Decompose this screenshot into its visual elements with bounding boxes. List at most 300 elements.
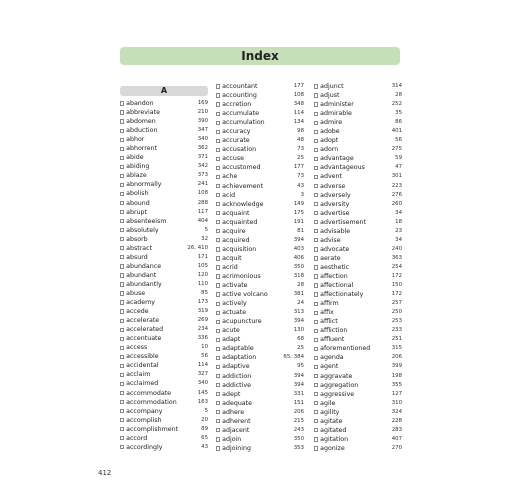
index-term: affirm <box>320 300 339 308</box>
checkbox-icon[interactable] <box>216 265 220 269</box>
page-reference: 283 <box>391 426 402 433</box>
checkbox-icon[interactable] <box>314 392 318 396</box>
index-term: abduction <box>126 127 158 135</box>
checkbox-icon[interactable] <box>120 427 124 431</box>
index-term: accentuate <box>126 335 162 343</box>
index-entry <box>216 100 304 109</box>
page-reference: 191 <box>293 218 304 225</box>
page-reference: 327 <box>197 371 208 378</box>
page-reference: 34 <box>395 209 402 216</box>
checkbox-icon[interactable] <box>314 383 318 387</box>
index-entry <box>216 362 304 371</box>
page-reference: 234 <box>197 326 208 333</box>
checkbox-icon[interactable] <box>314 102 318 106</box>
checkbox-icon[interactable] <box>120 328 124 332</box>
checkbox-icon[interactable] <box>216 338 220 342</box>
checkbox-icon[interactable] <box>216 329 220 333</box>
index-entry <box>314 109 402 118</box>
checkbox-icon[interactable] <box>120 147 124 151</box>
checkbox-icon[interactable] <box>120 219 124 223</box>
index-term: affectional <box>320 282 354 290</box>
page-reference: 301 <box>391 173 402 180</box>
checkbox-icon[interactable] <box>120 382 124 386</box>
index-term: advantageous <box>320 164 365 172</box>
index-entry <box>314 426 402 435</box>
index-term: abdomen <box>126 118 156 126</box>
checkbox-icon[interactable] <box>120 237 124 241</box>
page-reference: 406 <box>293 254 304 261</box>
page-reference: 347 <box>197 127 208 134</box>
checkbox-icon[interactable] <box>314 274 318 278</box>
checkbox-icon[interactable] <box>120 129 124 133</box>
checkbox-icon[interactable] <box>216 139 220 143</box>
index-title: Index <box>120 47 400 65</box>
page-reference: 24 <box>297 300 304 307</box>
index-entry <box>314 172 402 181</box>
index-entry <box>314 326 402 335</box>
index-entry <box>120 144 208 153</box>
checkbox-icon[interactable] <box>314 365 318 369</box>
index-term: accomplishment <box>126 425 179 433</box>
index-entry <box>120 253 208 262</box>
index-entry <box>120 443 208 452</box>
checkbox-icon[interactable] <box>216 401 220 405</box>
index-term: abbreviate <box>126 109 160 117</box>
checkbox-icon[interactable] <box>216 238 220 242</box>
checkbox-icon[interactable] <box>216 437 220 441</box>
page-reference: 394 <box>293 381 304 388</box>
checkbox-icon[interactable] <box>216 392 220 396</box>
index-term: advertisement <box>320 218 366 226</box>
checkbox-icon[interactable] <box>120 156 124 160</box>
checkbox-icon[interactable] <box>314 229 318 233</box>
page-reference: 48 <box>297 137 304 144</box>
checkbox-icon[interactable] <box>314 437 318 441</box>
index-term: adept <box>222 390 241 398</box>
checkbox-icon[interactable] <box>120 445 124 449</box>
index-entry <box>216 290 304 299</box>
page-reference: 110 <box>197 280 208 287</box>
index-column-1 <box>120 82 208 452</box>
index-entry <box>216 200 304 209</box>
checkbox-icon[interactable] <box>216 292 220 296</box>
checkbox-icon[interactable] <box>216 193 220 197</box>
checkbox-icon[interactable] <box>314 112 318 116</box>
index-entry <box>314 182 402 191</box>
checkbox-icon[interactable] <box>216 347 220 351</box>
page-reference: 98 <box>297 128 304 135</box>
checkbox-icon[interactable] <box>216 419 220 423</box>
checkbox-icon[interactable] <box>120 436 124 440</box>
index-term: abundance <box>126 262 162 270</box>
index-term: aggregation <box>320 381 359 389</box>
index-entry <box>314 390 402 399</box>
index-term: abstract <box>126 244 153 252</box>
checkbox-icon[interactable] <box>314 347 318 351</box>
checkbox-icon[interactable] <box>314 428 318 432</box>
index-entry <box>314 308 402 317</box>
checkbox-icon[interactable] <box>314 93 318 97</box>
checkbox-icon[interactable] <box>314 193 318 197</box>
checkbox-icon[interactable] <box>120 228 124 232</box>
checkbox-icon[interactable] <box>120 309 124 313</box>
index-term: advise <box>320 236 341 244</box>
page-reference: 350 <box>293 263 304 270</box>
checkbox-icon[interactable] <box>314 220 318 224</box>
page-reference: 253 <box>391 318 402 325</box>
index-entry <box>120 407 208 416</box>
index-entry <box>216 444 304 453</box>
index-term: active volcano <box>222 291 268 299</box>
index-term: ablaze <box>126 172 147 180</box>
checkbox-icon[interactable] <box>216 365 220 369</box>
page-reference: 81 <box>297 227 304 234</box>
index-entry <box>314 218 402 227</box>
page-reference: 310 <box>391 399 402 406</box>
index-entry <box>216 399 304 408</box>
index-entry <box>314 435 402 444</box>
index-term: adherent <box>222 417 251 425</box>
checkbox-icon[interactable] <box>314 238 318 242</box>
checkbox-icon[interactable] <box>216 356 220 360</box>
index-term: affection <box>320 273 348 280</box>
index-entry <box>314 317 402 326</box>
index-entry <box>314 299 402 308</box>
checkbox-icon[interactable] <box>216 202 220 206</box>
page-reference: 151 <box>293 399 304 406</box>
page-reference: 120 <box>197 271 208 278</box>
page-reference: 324 <box>391 408 402 415</box>
checkbox-icon[interactable] <box>216 93 220 97</box>
page-reference: 355 <box>391 381 402 388</box>
checkbox-icon[interactable] <box>216 446 220 450</box>
index-entry <box>216 182 304 191</box>
checkbox-icon[interactable] <box>314 175 318 179</box>
index-entry <box>216 353 304 362</box>
checkbox-icon[interactable] <box>216 166 220 170</box>
index-entry <box>120 307 208 316</box>
index-term: accelerated <box>126 326 164 334</box>
checkbox-icon[interactable] <box>314 374 318 378</box>
index-entry <box>120 334 208 343</box>
index-entry <box>216 163 304 172</box>
page-reference: 275 <box>391 146 402 153</box>
checkbox-icon[interactable] <box>216 229 220 233</box>
index-term: accusation <box>222 146 257 154</box>
index-entry <box>120 217 208 226</box>
page-reference: 43 <box>297 182 304 189</box>
index-entry <box>216 145 304 154</box>
checkbox-icon[interactable] <box>216 274 220 278</box>
checkbox-icon[interactable] <box>120 201 124 205</box>
page-reference: 28 <box>297 282 304 289</box>
index-entry <box>216 218 304 227</box>
index-term: affluent <box>320 336 345 344</box>
checkbox-icon[interactable] <box>216 220 220 224</box>
checkbox-icon[interactable] <box>120 400 124 404</box>
checkbox-icon[interactable] <box>216 428 220 432</box>
index-term: accommodate <box>126 389 172 397</box>
page-reference: 240 <box>391 245 402 252</box>
index-entry <box>120 235 208 244</box>
checkbox-icon[interactable] <box>314 166 318 170</box>
index-term: actively <box>222 300 247 308</box>
checkbox-icon[interactable] <box>314 130 318 134</box>
index-entry <box>120 434 208 443</box>
index-term: accumulate <box>222 110 259 118</box>
checkbox-icon[interactable] <box>216 247 220 251</box>
checkbox-icon[interactable] <box>120 101 124 105</box>
checkbox-icon[interactable] <box>216 130 220 134</box>
page-reference: 171 <box>197 253 208 260</box>
index-entry <box>216 118 304 127</box>
checkbox-icon[interactable] <box>314 256 318 260</box>
checkbox-icon[interactable] <box>216 148 220 152</box>
checkbox-icon[interactable] <box>314 302 318 306</box>
index-entry <box>216 136 304 145</box>
checkbox-icon[interactable] <box>314 84 318 88</box>
page-reference: 3 <box>300 191 304 198</box>
checkbox-icon[interactable] <box>216 112 220 116</box>
checkbox-icon[interactable] <box>120 165 124 169</box>
page-reference: 25 <box>297 155 304 162</box>
checkbox-icon[interactable] <box>216 283 220 287</box>
checkbox-icon[interactable] <box>216 121 220 125</box>
index-term: accustomed <box>222 164 261 172</box>
index-entry <box>314 127 402 136</box>
checkbox-icon[interactable] <box>120 119 124 123</box>
page-reference: 59 <box>395 155 402 162</box>
index-entry <box>216 390 304 399</box>
page-reference: 399 <box>391 363 402 370</box>
checkbox-icon[interactable] <box>314 283 318 287</box>
checkbox-icon[interactable] <box>216 102 220 106</box>
index-entry <box>216 435 304 444</box>
index-term: advertise <box>320 209 350 217</box>
page-reference: 363 <box>391 254 402 261</box>
checkbox-icon[interactable] <box>216 175 220 179</box>
index-term: abundantly <box>126 280 162 288</box>
page-reference: 20 <box>201 416 208 423</box>
checkbox-icon[interactable] <box>314 292 318 296</box>
checkbox-icon[interactable] <box>314 311 318 315</box>
index-entry <box>120 226 208 235</box>
checkbox-icon[interactable] <box>120 291 124 295</box>
index-entry <box>314 236 402 245</box>
index-term: agitation <box>320 435 349 443</box>
checkbox-icon[interactable] <box>120 174 124 178</box>
page-reference: 314 <box>391 83 402 90</box>
page-reference: 254 <box>391 263 402 270</box>
index-entry <box>314 82 402 91</box>
index-term: agitate <box>320 417 343 425</box>
index-entry <box>120 361 208 370</box>
index-entry <box>216 91 304 100</box>
index-term: agent <box>320 363 339 371</box>
checkbox-icon[interactable] <box>314 265 318 269</box>
index-term: absenteeism <box>126 217 167 225</box>
page-reference: 342 <box>197 163 208 170</box>
checkbox-icon[interactable] <box>216 311 220 315</box>
page-reference: 28 <box>395 92 402 99</box>
checkbox-icon[interactable] <box>314 329 318 333</box>
page-reference: 206 <box>391 354 402 361</box>
checkbox-icon[interactable] <box>216 374 220 378</box>
checkbox-icon[interactable] <box>120 300 124 304</box>
checkbox-icon[interactable] <box>120 183 124 187</box>
page-reference: 318 <box>293 273 304 279</box>
checkbox-icon[interactable] <box>314 320 318 324</box>
checkbox-icon[interactable] <box>314 121 318 125</box>
checkbox-icon[interactable] <box>314 148 318 152</box>
checkbox-icon[interactable] <box>120 282 124 286</box>
checkbox-icon[interactable] <box>120 346 124 350</box>
page-reference: 105 <box>197 262 208 269</box>
index-term: acquit <box>222 254 242 262</box>
checkbox-icon[interactable] <box>314 157 318 161</box>
index-entry <box>216 372 304 381</box>
checkbox-icon[interactable] <box>120 373 124 377</box>
page-reference: 108 <box>197 190 208 197</box>
index-term: acclaimed <box>126 380 159 388</box>
checkbox-icon[interactable] <box>120 138 124 142</box>
checkbox-icon[interactable] <box>314 184 318 188</box>
checkbox-icon[interactable] <box>216 211 220 215</box>
index-term: admire <box>320 119 343 127</box>
index-term: access <box>126 344 148 352</box>
index-term: abolish <box>126 190 149 198</box>
checkbox-icon[interactable] <box>120 264 124 268</box>
index-entry <box>120 271 208 280</box>
index-term: accomplish <box>126 416 162 424</box>
index-entry <box>314 263 402 272</box>
index-entry <box>314 344 402 353</box>
checkbox-icon[interactable] <box>314 139 318 143</box>
checkbox-icon[interactable] <box>120 210 124 214</box>
index-entry <box>120 379 208 388</box>
checkbox-icon[interactable] <box>216 383 220 387</box>
checkbox-icon[interactable] <box>120 391 124 395</box>
index-term: advantage <box>320 155 354 163</box>
checkbox-icon[interactable] <box>216 410 220 414</box>
page-reference: 223 <box>391 182 402 189</box>
checkbox-icon[interactable] <box>216 256 220 260</box>
page-reference: 215 <box>293 417 304 424</box>
index-term: abnormally <box>126 181 162 189</box>
index-term: accuracy <box>222 128 251 136</box>
section-letter-heading: A <box>120 86 208 96</box>
index-term: agonize <box>320 444 345 452</box>
checkbox-icon[interactable] <box>314 356 318 360</box>
checkbox-icon[interactable] <box>314 401 318 405</box>
index-entry <box>314 372 402 381</box>
page-reference: 401 <box>391 128 402 135</box>
page-reference: 85 <box>201 290 208 296</box>
checkbox-icon[interactable] <box>120 364 124 368</box>
index-entry <box>120 171 208 180</box>
checkbox-icon[interactable] <box>120 409 124 413</box>
checkbox-icon[interactable] <box>120 110 124 114</box>
page-reference: 34 <box>395 236 402 243</box>
page-reference: 350 <box>293 435 304 442</box>
page-reference: 407 <box>391 435 402 442</box>
checkbox-icon[interactable] <box>314 338 318 342</box>
page-reference: 340 <box>197 380 208 387</box>
page-reference: 228 <box>391 417 402 424</box>
page-reference: 134 <box>293 119 304 126</box>
index-entry <box>120 370 208 379</box>
index-term: agile <box>320 399 336 407</box>
checkbox-icon[interactable] <box>314 247 318 251</box>
index-term: absurd <box>126 253 148 261</box>
index-term: activate <box>222 282 248 290</box>
page-reference: 233 <box>391 327 402 334</box>
index-term: adapt <box>222 336 241 344</box>
checkbox-icon[interactable] <box>120 337 124 341</box>
page-reference: 175 <box>293 209 304 216</box>
checkbox-icon[interactable] <box>314 419 318 423</box>
page-reference: 32 <box>201 235 208 242</box>
page-reference: 313 <box>293 309 304 316</box>
index-entry <box>314 408 402 417</box>
checkbox-icon[interactable] <box>120 355 124 359</box>
checkbox-icon[interactable] <box>216 184 220 188</box>
checkbox-icon[interactable] <box>216 320 220 324</box>
index-entry <box>120 189 208 198</box>
checkbox-icon[interactable] <box>314 202 318 206</box>
index-term: abrupt <box>126 208 147 216</box>
index-entry <box>216 227 304 236</box>
checkbox-icon[interactable] <box>120 273 124 277</box>
index-term: agility <box>320 408 340 416</box>
checkbox-icon[interactable] <box>120 418 124 422</box>
index-entry <box>314 290 402 299</box>
index-entry <box>216 408 304 417</box>
checkbox-icon[interactable] <box>314 446 318 450</box>
index-entry <box>120 135 208 144</box>
index-column-3 <box>314 82 402 453</box>
index-entry <box>120 280 208 289</box>
index-term: affectionately <box>320 291 364 299</box>
checkbox-icon[interactable] <box>216 84 220 88</box>
page-reference: 150 <box>391 282 402 289</box>
page-reference: 114 <box>197 362 208 369</box>
checkbox-icon[interactable] <box>216 302 220 306</box>
index-entry <box>120 153 208 162</box>
page-reference: 95 <box>297 363 304 370</box>
page-reference: 276 <box>391 191 402 198</box>
index-entry <box>314 417 402 426</box>
page-reference: 10 <box>201 344 208 351</box>
index-entry <box>314 118 402 127</box>
page-reference: 394 <box>293 318 304 325</box>
checkbox-icon[interactable] <box>120 255 124 259</box>
index-term: accessible <box>126 353 159 361</box>
index-entry <box>216 209 304 218</box>
index-entry <box>216 381 304 390</box>
checkbox-icon[interactable] <box>120 319 124 323</box>
checkbox-icon[interactable] <box>314 410 318 414</box>
index-term: agenda <box>320 354 344 362</box>
index-entry <box>314 353 402 362</box>
page-reference: 241 <box>197 181 208 188</box>
index-term: accommodation <box>126 398 177 406</box>
checkbox-icon[interactable] <box>120 246 124 250</box>
checkbox-icon[interactable] <box>120 192 124 196</box>
page-reference: 145 <box>197 389 208 396</box>
checkbox-icon[interactable] <box>314 211 318 215</box>
checkbox-icon[interactable] <box>216 157 220 161</box>
